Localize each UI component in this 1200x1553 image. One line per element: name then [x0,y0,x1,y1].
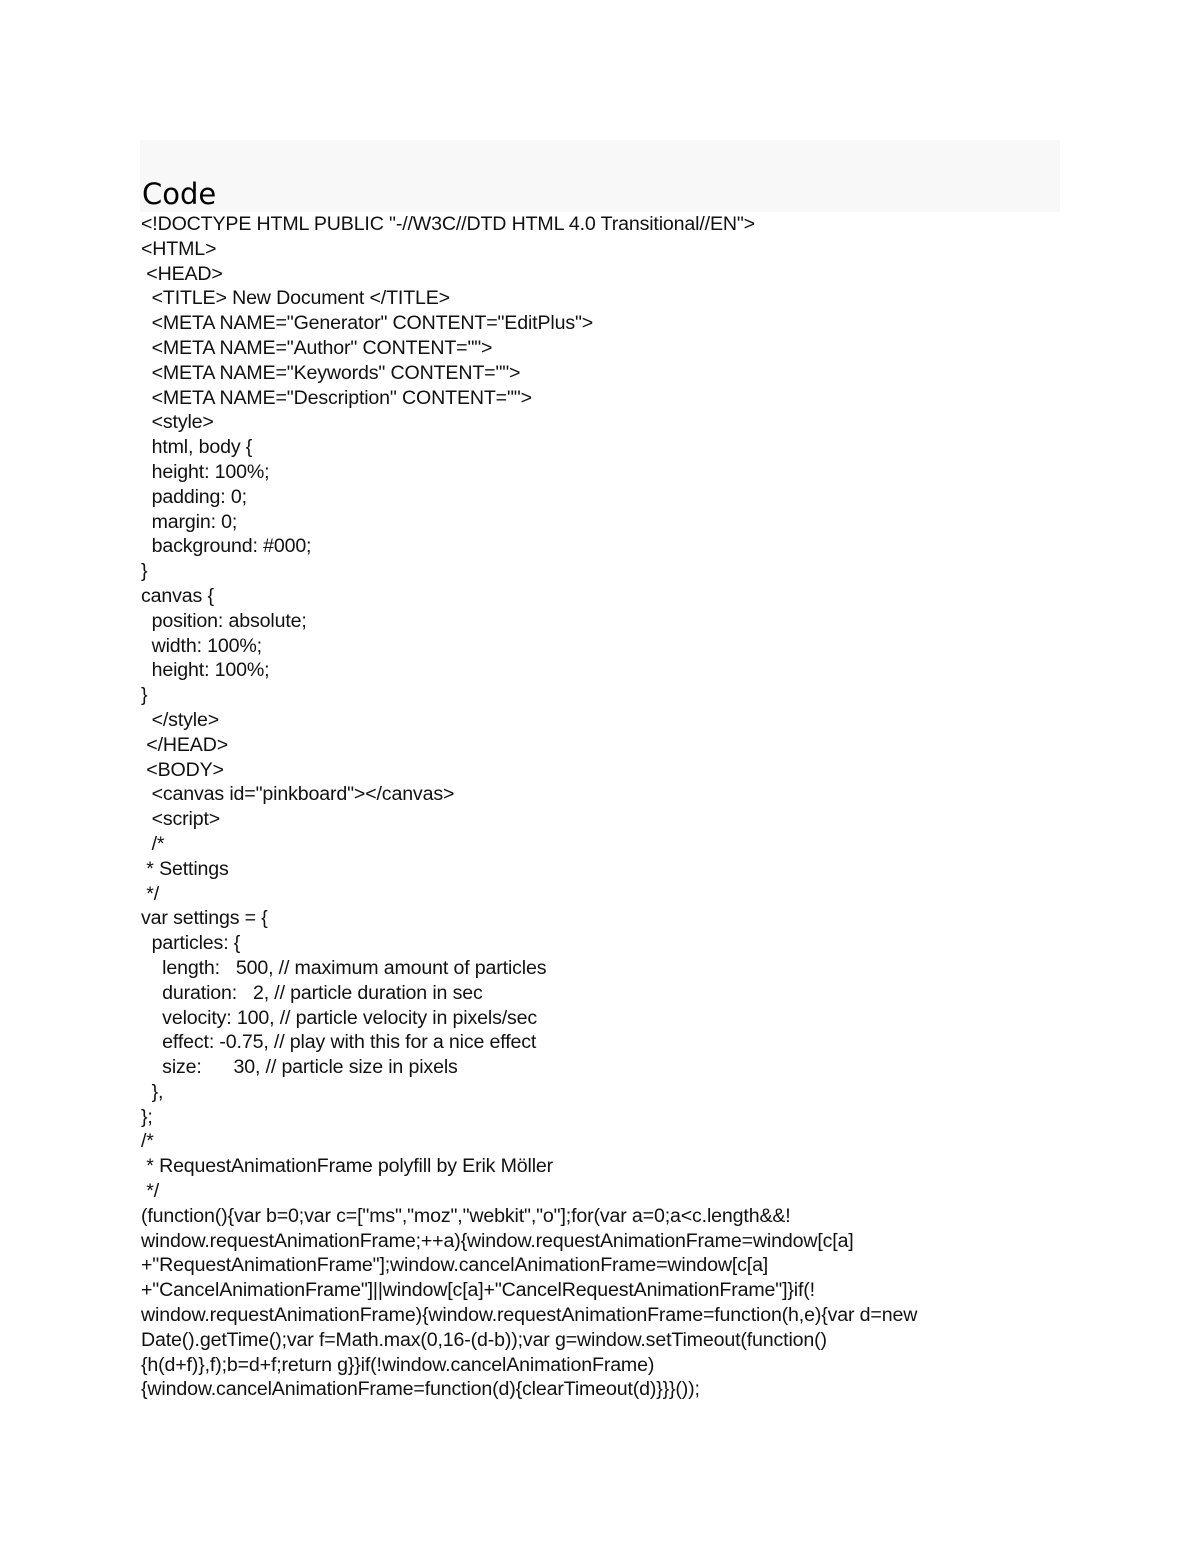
code-line: <HEAD> [141,262,223,285]
code-line: <canvas id="pinkboard"></canvas> [141,783,455,806]
code-line: window.requestAnimationFrame;++a){window.requestAnimationFrame=window[c[a] [141,1229,854,1252]
code-line: var settings = { [141,907,268,930]
code-line: {h(d+f)},f);b=d+f;return g}}if(!window.cancelAnimationFrame) [141,1353,655,1376]
code-line: background: #000; [141,535,312,558]
code-line: position: absolute; [141,609,307,632]
code-line: <style> [141,411,214,434]
code-line: +"RequestAnimationFrame"];window.cancelAnimationFrame=window[c[a] [141,1254,769,1277]
code-line: +"CancelAnimationFrame"]||window[c[a]+"CancelRequestAnimationFrame"]}if(! [141,1279,815,1302]
code-line: html, body { [141,436,253,459]
heading-band [140,140,1060,212]
code-line: Date().getTime();var f=Math.max(0,16-(d-b));var g=window.setTimeout(function() [141,1328,827,1351]
code-line: <HTML> [141,237,217,260]
code-line: margin: 0; [141,510,238,533]
code-line: canvas { [141,584,214,607]
code-line: } [141,684,148,707]
code-line: }; [141,1105,153,1128]
code-line: height: 100%; [141,460,270,483]
code-line: height: 100%; [141,659,270,682]
code-line: */ [141,1180,160,1203]
code-line: {window.cancelAnimationFrame=function(d){clearTimeout(d)}}}()); [141,1378,700,1401]
code-block [141,212,1041,1402]
code-line: <META NAME="Generator" CONTENT="EditPlus"> [141,312,594,335]
code-line: window.requestAnimationFrame){window.requestAnimationFrame=function(h,e){var d=new [141,1304,918,1327]
code-line: duration: 2, // particle duration in sec [141,981,483,1004]
code-line: <!DOCTYPE HTML PUBLIC "-//W3C//DTD HTML 4.0 Transitional//EN"> [141,213,755,235]
code-line: */ [141,882,160,905]
code-line: width: 100%; [141,634,262,657]
code-line: <META NAME="Description" CONTENT=""> [141,386,532,409]
code-line: size: 30, // particle size in pixels [141,1056,458,1079]
code-line: /* [141,832,165,855]
code-line: }, [141,1080,164,1103]
code-line: <META NAME="Author" CONTENT=""> [141,336,493,359]
section-heading: Code [142,177,217,211]
code-line: </style> [141,708,220,731]
code-line: /* [141,1130,154,1153]
code-line: velocity: 100, // particle velocity in pixels/sec [141,1006,538,1029]
code-line: } [141,560,148,583]
code-line: </HEAD> [141,733,229,756]
code-line: * Settings [141,857,229,880]
code-line: padding: 0; [141,485,247,508]
code-line: effect: -0.75, // play with this for a nice effect [141,1031,537,1054]
code-line: <TITLE> New Document </TITLE> [141,287,450,310]
code-line: <script> [141,808,221,831]
code-line: length: 500, // maximum amount of particles [141,956,547,979]
code-line: (function(){var b=0;var c=["ms","moz","webkit","o"];for(var a=0;a<c.length&&! [141,1204,791,1227]
code-line: particles: { [141,932,241,955]
code-line: <BODY> [141,758,224,781]
code-line: * RequestAnimationFrame polyfill by Erik Möller [141,1155,554,1178]
code-line: <META NAME="Keywords" CONTENT=""> [141,361,521,384]
